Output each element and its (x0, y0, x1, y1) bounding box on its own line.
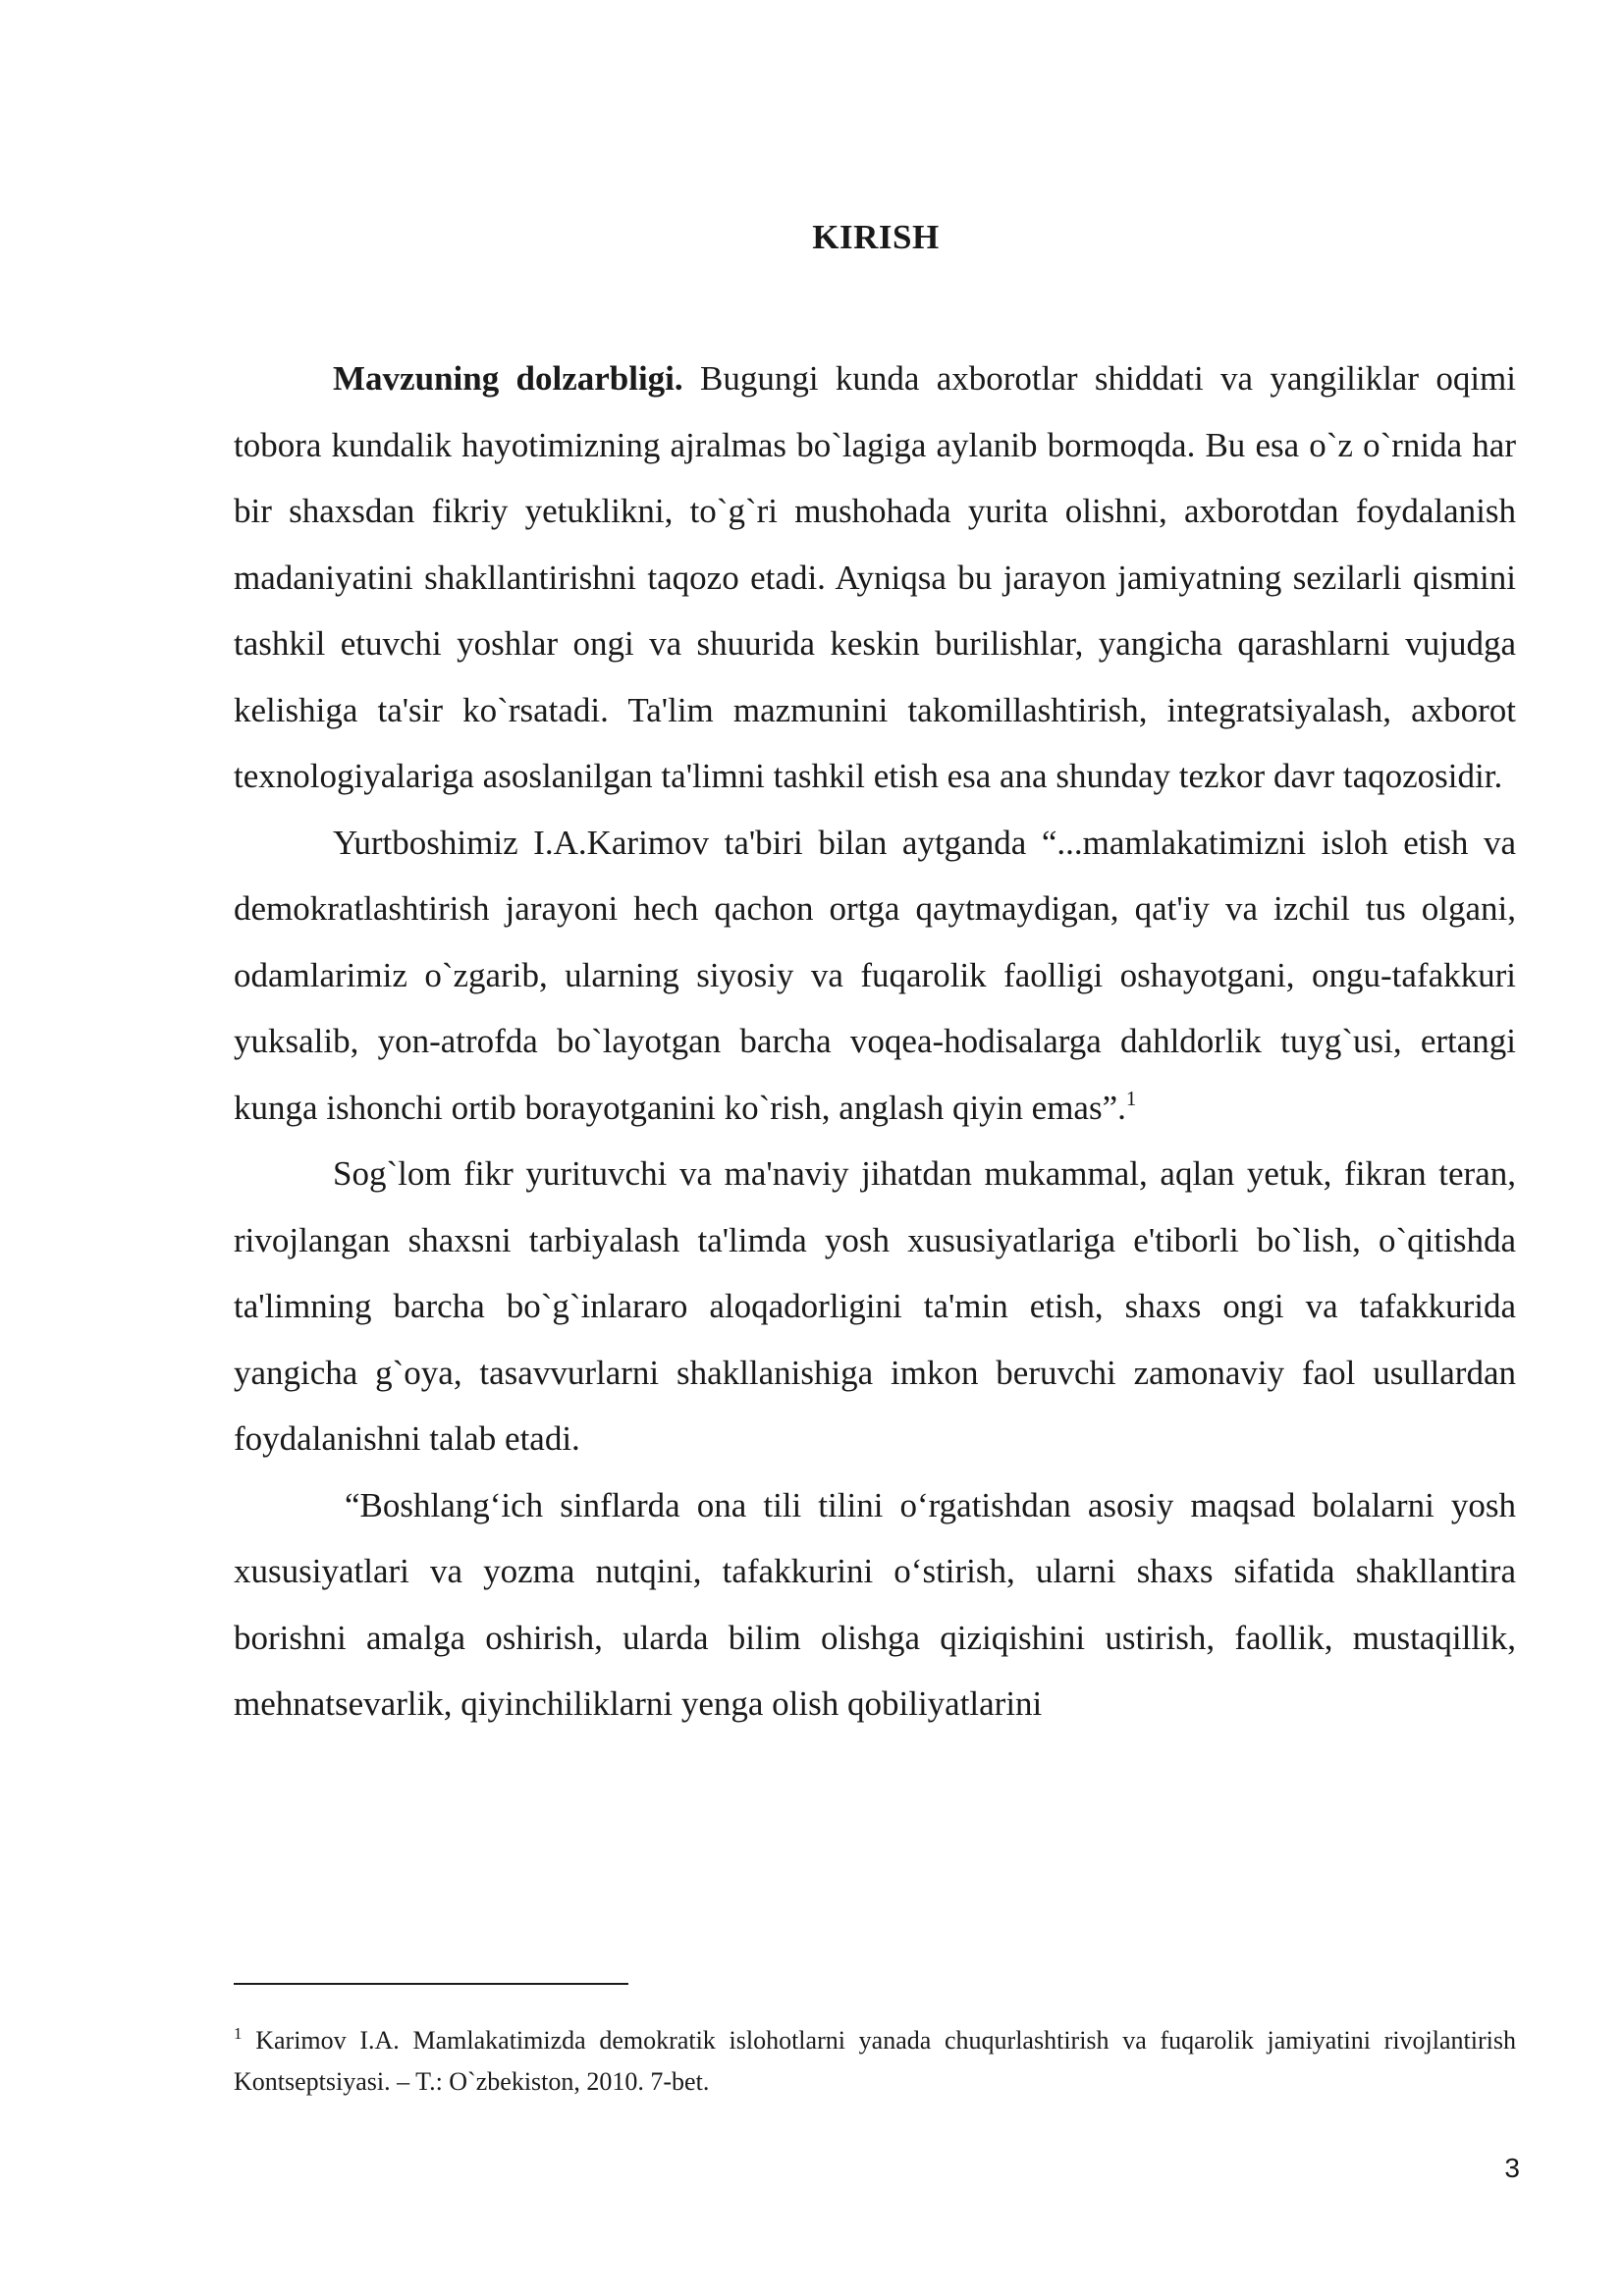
footnote (234, 2020, 1516, 2103)
footnote-marker: 1 (234, 2024, 243, 2043)
footnote-reference[interactable]: 1 (1125, 1086, 1137, 1110)
paragraph-text: Sog`lom fikr yurituvchi va ma'naviy jihatdan mukammal, aqlan yetuk, fikran teran, rivojlangan shaxsni tarbiyalash ta'limda yosh xususiyatlariga e'tiborli bo`lish, o`qitishda ta'limning barcha bo`g`inlararo aloqadorligini ta'min etish, shaxs ongi va tafakkurida yangicha g`oya, tasavvurlarni shakllanishiga imkon beruvchi zamonaviy faol usullardan foydalanishni talab etadi. (234, 1154, 1516, 1458)
footnote-separator (234, 1983, 628, 1985)
page-title: KIRISH (812, 218, 940, 256)
paragraph-quote-karimov (234, 810, 1516, 1142)
paragraph-primary-classes (234, 1472, 1516, 1737)
paragraph-text: “Boshlang‘ich sinflarda ona tili tilini o‘rgatishdan asosiy maqsad bolalarni yosh xususiyatlari va yozma nutqini, tafakkurini o‘stirish, ularni shaxs sifatida shakllantira borishni amalga oshirish, ularda bilim olishga qiziqishini ustirish, faollik, mustaqillik, mehnatsevarlik, qiyinchiliklarni yenga olish qobiliyatlarini (234, 1485, 1516, 1723)
footnote-text: Karimov I.A. Mamlakatimizda demokratik islohotlarni yanada chuqurlashtirish va fuqarolik jamiyatini rivojlantirish Kontseptsiyasi. – T.: O`zbekiston, 2010. 7-bet. (234, 2026, 1516, 2096)
page-number: 3 (1504, 2153, 1520, 2183)
body-text (234, 346, 1516, 1737)
paragraph-text: Bugungi kunda axborotlar shiddati va yangiliklar oqimi tobora kundalik hayotimizning ajralmas bo`lagiga aylanib bormoqda. Bu esa o`z o`rnida har bir shaxsdan fikriy yetuklikni, to`g`ri mushohada yurita olishni, axborotdan foydalanish madaniyatini shakllantirishni taqozo etadi. Ayniqsa bu jarayon jamiyatning sezilarli qismini tashkil etuvchi yoshlar ongi va shuurida keskin burilishlar, yangicha qarashlarni vujudga kelishiga ta'sir ko`rsatadi. Ta'lim mazmunini takomillashtirish, integratsiyalash, axborot texnologiyalariga asoslanilgan ta'limni tashkil etish esa ana shunday tezkor davr taqozosidir. (234, 359, 1516, 795)
paragraph-lead: Mavzuning dolzarbligi. (333, 359, 683, 398)
paragraph-relevance (234, 346, 1516, 810)
paragraph-education (234, 1141, 1516, 1472)
paragraph-text: Yurtboshimiz I.A.Karimov ta'biri bilan aytganda “...mamlakatimizni isloh etish va demokratlashtirish jarayoni hech qachon ortga qaytmaydigan, qat'iy va izchil tus olgani, odamlarimiz o`zgarib, ularning siyosiy va fuqarolik faolligi oshayotgani, ongu-tafakkuri yuksalib, yon-atrofda bo`layotgan barcha voqea-hodisalarga dahldorlik tuyg`usi, ertangi kunga ishonchi ortib borayotganini ko`rish, anglash qiyin emas”. (234, 823, 1516, 1127)
